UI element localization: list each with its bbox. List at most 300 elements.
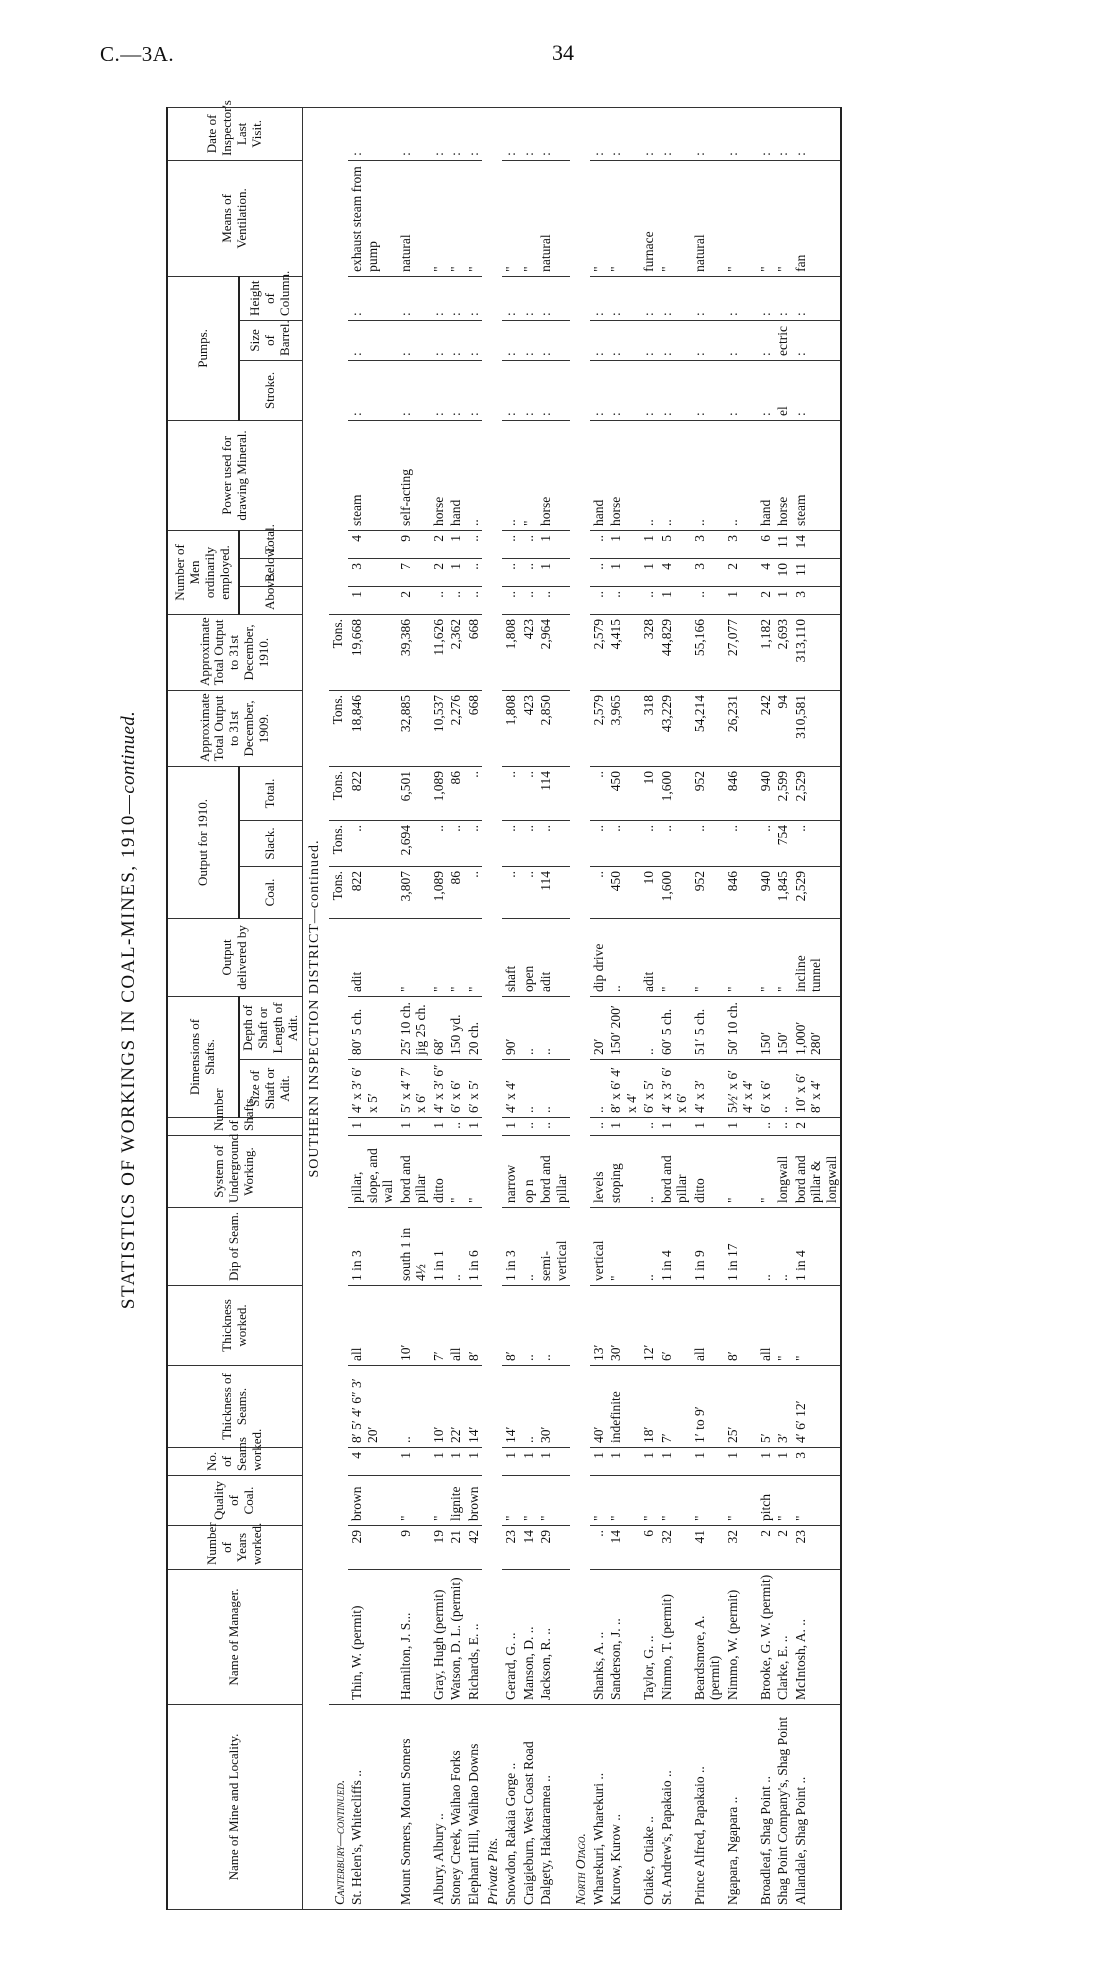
cell-below: 2 <box>724 558 757 586</box>
cell-worked: all <box>348 1286 397 1366</box>
cell-slack: 754 <box>774 820 792 866</box>
table-row <box>520 107 538 1909</box>
cell-below: 1 <box>537 558 570 586</box>
cell-quality: " <box>520 1476 538 1526</box>
table-title-text: STATISTICS OF WORKINGS IN COAL-MINES, 1910— <box>118 793 139 1310</box>
cell-size: .. <box>520 1060 538 1118</box>
cell-above: .. <box>502 586 520 614</box>
cell-vent: " <box>607 160 640 276</box>
cell-worked: 8′ <box>465 1286 483 1366</box>
cell-manager: Clarke, E. .. <box>774 1570 792 1705</box>
cell-vent: " <box>430 160 448 276</box>
cell-insp: : <box>397 107 430 160</box>
cell-manager: Gerard, G. .. <box>502 1570 520 1705</box>
cell-deliv: " <box>757 918 775 996</box>
cell-barrel: : <box>447 320 465 360</box>
cell-stroke: : <box>757 360 775 420</box>
cell-nsh: 1 <box>430 1118 448 1136</box>
cell-dip: south 1 in 4½ <box>397 1208 430 1286</box>
unit-tons-slack: Tons. <box>329 820 349 866</box>
cell-manager: Sanderson, J. .. <box>607 1570 640 1705</box>
cell-years: 9 <box>397 1526 430 1570</box>
col-column: Height of Column. <box>239 276 302 320</box>
cell-below: 3 <box>348 558 397 586</box>
cell-ap10: 2,693 <box>774 614 792 690</box>
cell-size: 4′ x 3′ <box>691 1060 724 1118</box>
cell-deliv: incline tunnel <box>792 918 842 996</box>
cell-seams: 1 <box>520 1448 538 1476</box>
cell-insp: : <box>774 107 792 160</box>
page-number: 34 <box>552 40 574 65</box>
cell-name: Shag Point Company's, Shag Point <box>774 1705 792 1910</box>
cell-coal: 1,600 <box>658 866 691 918</box>
cell-nsh: .. <box>520 1118 538 1136</box>
cell-system: longwall <box>774 1136 792 1208</box>
cell-stroke: : <box>520 360 538 420</box>
cell-seams: 1 <box>724 1448 757 1476</box>
cell-ap10: 11,626 <box>430 614 448 690</box>
cell-manager: Manson, D. .. <box>520 1570 538 1705</box>
section-canterbury: Canterbury—continued. <box>329 1705 349 1910</box>
cell-system: " <box>465 1136 483 1208</box>
col-pumps: Pumps. <box>167 276 239 420</box>
cell-dip: .. <box>640 1208 658 1286</box>
cell-seams: 1 <box>465 1448 483 1476</box>
cell-below: .. <box>590 558 608 586</box>
cell-seams: 1 <box>640 1448 658 1476</box>
cell-size: 6′ x 6′ <box>757 1060 775 1118</box>
cell-years: 29 <box>348 1526 397 1570</box>
col-dip: Dip of Seam. <box>167 1208 302 1286</box>
cell-vent: exhaust steam from pump <box>348 160 397 276</box>
cell-system: ditto <box>691 1136 724 1208</box>
cell-mtot: 9 <box>397 530 430 558</box>
cell-ap10: 328 <box>640 614 658 690</box>
cell-size: .. <box>774 1060 792 1118</box>
cell-deliv: adit <box>537 918 570 996</box>
cell-total: 952 <box>691 766 724 820</box>
cell-total: 114 <box>537 766 570 820</box>
cell-dip: 1 in 1 <box>430 1208 448 1286</box>
cell-dip: 1 in 4 <box>792 1208 842 1286</box>
cell-deliv: " <box>658 918 691 996</box>
cell-ap10: 27,077 <box>724 614 757 690</box>
col-approx-1910: Approximate Total Output to 31st December, 1910. <box>167 614 302 690</box>
cell-above: 2 <box>757 586 775 614</box>
cell-mtot: 14 <box>792 530 842 558</box>
cell-barrel: : <box>724 320 757 360</box>
cell-worked: 10′ <box>397 1286 430 1366</box>
cell-system: bord and pillar & longwall <box>792 1136 842 1208</box>
col-men-total: Total. <box>239 530 302 558</box>
cell-col: : <box>520 276 538 320</box>
cell-ap09: 310,581 <box>792 690 842 766</box>
cell-size: .. <box>590 1060 608 1118</box>
cell-above: .. <box>640 586 658 614</box>
cell-power: hand <box>590 420 608 530</box>
cell-insp: : <box>757 107 775 160</box>
cell-col: : <box>465 276 483 320</box>
cell-vent: natural <box>691 160 724 276</box>
cell-vent: " <box>757 160 775 276</box>
cell-col: : <box>537 276 570 320</box>
col-thick-seams: Thickness of Seams. <box>167 1366 302 1448</box>
cell-mtot: 4 <box>348 530 397 558</box>
col-system: System of Underground Working. <box>167 1136 302 1208</box>
cell-ap09: 26,231 <box>724 690 757 766</box>
cell-power: steam <box>792 420 842 530</box>
cell-manager: Brooke, G. W. (permit) <box>757 1570 775 1705</box>
col-dimensions: Dimensions of Shafts. <box>167 996 239 1117</box>
cell-slack: .. <box>465 820 483 866</box>
cell-insp: : <box>348 107 397 160</box>
cell-name: Wharekuri, Wharekuri .. <box>590 1705 608 1910</box>
cell-size: 4′ x 3′ 6′ x 5′ <box>348 1060 397 1118</box>
cell-below: 11 <box>792 558 842 586</box>
cell-thick: 18′ <box>640 1366 658 1448</box>
cell-power: steam <box>348 420 397 530</box>
cell-below: .. <box>502 558 520 586</box>
cell-deliv: " <box>774 918 792 996</box>
cell-thick: 40′ <box>590 1366 608 1448</box>
cell-ap09: 32,885 <box>397 690 430 766</box>
cell-thick: 1′ to 9′ <box>691 1366 724 1448</box>
cell-thick: .. <box>397 1366 430 1448</box>
cell-total: 6,501 <box>397 766 430 820</box>
cell-coal: .. <box>590 866 608 918</box>
col-name: Name of Mine and Locality. <box>167 1705 302 1910</box>
cell-years: 32 <box>658 1526 691 1570</box>
cell-quality: " <box>658 1476 691 1526</box>
cell-insp: : <box>607 107 640 160</box>
table-row <box>348 107 397 1909</box>
table-row <box>774 107 792 1909</box>
cell-ap10: 1,182 <box>757 614 775 690</box>
cell-dip: 1 in 6 <box>465 1208 483 1286</box>
cell-size: .. <box>537 1060 570 1118</box>
cell-thick: 7′ <box>658 1366 691 1448</box>
cell-above: 1 <box>658 586 691 614</box>
cell-worked: all <box>447 1286 465 1366</box>
cell-size: 6′ x 5′ <box>640 1060 658 1118</box>
cell-mtot: 6 <box>757 530 775 558</box>
cell-vent: " <box>465 160 483 276</box>
col-slack: Slack. <box>239 820 302 866</box>
cell-years: 23 <box>792 1526 842 1570</box>
section-north-otago: North Otago. <box>570 1705 590 1910</box>
cell-thick: 22′ <box>447 1366 465 1448</box>
cell-total: 450 <box>607 766 640 820</box>
cell-name: Dalgety, Hakataramea .. <box>537 1705 570 1910</box>
cell-stroke: : <box>537 360 570 420</box>
cell-dip: " <box>607 1208 640 1286</box>
cell-power: hand <box>447 420 465 530</box>
cell-size: 4′ x 3′ 6″ <box>430 1060 448 1118</box>
cell-vent: " <box>658 160 691 276</box>
cell-ap09: 10,537 <box>430 690 448 766</box>
header-reference: C.—3A. <box>100 42 175 66</box>
cell-seams: 1 <box>537 1448 570 1476</box>
cell-quality: " <box>537 1476 570 1526</box>
cell-above: .. <box>691 586 724 614</box>
cell-seams: 1 <box>590 1448 608 1476</box>
cell-ap10: 4,415 <box>607 614 640 690</box>
cell-barrel: : <box>430 320 448 360</box>
cell-ap09: 54,214 <box>691 690 724 766</box>
cell-above: .. <box>590 586 608 614</box>
cell-dip: vertical <box>590 1208 608 1286</box>
cell-depth: 25′ 10 ch. jig 25 ch. <box>397 996 430 1059</box>
unit-tons-1910: Tons. <box>329 614 349 690</box>
cell-system: op n <box>520 1136 538 1208</box>
cell-total: .. <box>520 766 538 820</box>
cell-deliv: " <box>430 918 448 996</box>
cell-depth: 60′ 5 ch. <box>658 996 691 1059</box>
cell-seams: 1 <box>430 1448 448 1476</box>
cell-depth: .. <box>520 996 538 1059</box>
col-above: Above. <box>239 586 302 614</box>
cell-slack: .. <box>520 820 538 866</box>
cell-dip: 1 in 9 <box>691 1208 724 1286</box>
cell-quality: pitch <box>757 1476 775 1526</box>
cell-name: St. Helen's, Whitecliffs .. <box>348 1705 397 1910</box>
cell-nsh: .. <box>537 1118 570 1136</box>
cell-coal: 86 <box>447 866 465 918</box>
cell-power: horse <box>774 420 792 530</box>
cell-dip: semi-vertical <box>537 1208 570 1286</box>
cell-system: " <box>757 1136 775 1208</box>
cell-thick: 5′ <box>757 1366 775 1448</box>
col-seams: No. of Seams worked. <box>167 1448 302 1476</box>
cell-above: .. <box>465 586 483 614</box>
cell-barrel: : <box>348 320 397 360</box>
cell-system: bord and pillar <box>537 1136 570 1208</box>
cell-quality: " <box>792 1476 842 1526</box>
cell-depth: 1,000′ 280′ <box>792 996 842 1059</box>
cell-thick: 25′ <box>724 1366 757 1448</box>
cell-nsh: 1 <box>465 1118 483 1136</box>
cell-below: 4 <box>658 558 691 586</box>
cell-slack: .. <box>537 820 570 866</box>
cell-below: .. <box>465 558 483 586</box>
col-num-shafts: Number of Shafts. <box>167 1118 302 1136</box>
cell-deliv: " <box>465 918 483 996</box>
cell-years: 6 <box>640 1526 658 1570</box>
table-row <box>658 107 691 1909</box>
cell-worked: .. <box>537 1286 570 1366</box>
cell-system: .. <box>640 1136 658 1208</box>
cell-insp: : <box>792 107 842 160</box>
cell-manager: Shanks, A. .. <box>590 1570 608 1705</box>
cell-years: 2 <box>757 1526 775 1570</box>
cell-power: .. <box>691 420 724 530</box>
cell-coal: 1,845 <box>774 866 792 918</box>
cell-name: Snowdon, Rakaia Gorge .. <box>502 1705 520 1910</box>
cell-depth: 51′ 5 ch. <box>691 996 724 1059</box>
cell-manager: Nimmo, T. (permit) <box>658 1570 691 1705</box>
cell-mtot: 2 <box>430 530 448 558</box>
cell-years: 14 <box>607 1526 640 1570</box>
cell-coal: 1,089 <box>430 866 448 918</box>
coal-mines-table <box>166 100 842 1910</box>
cell-coal: .. <box>502 866 520 918</box>
cell-name: Albury, Albury .. <box>430 1705 448 1910</box>
cell-dip: .. <box>757 1208 775 1286</box>
col-approx-1909: Approximate Total Output to 31st December, 1909. <box>167 690 302 766</box>
cell-years: 41 <box>691 1526 724 1570</box>
cell-ap09: 668 <box>465 690 483 766</box>
cell-system: bord and pillar <box>397 1136 430 1208</box>
cell-manager: Watson, D. L. (permit) <box>447 1570 465 1705</box>
cell-above: 2 <box>397 586 430 614</box>
cell-barrel: : <box>640 320 658 360</box>
cell-insp: : <box>520 107 538 160</box>
cell-manager: Hamilton, J. S... <box>397 1570 430 1705</box>
cell-depth: 150′ <box>757 996 775 1059</box>
cell-depth: 20 ch. <box>465 996 483 1059</box>
cell-mtot: .. <box>520 530 538 558</box>
cell-quality: " <box>590 1476 608 1526</box>
cell-stroke: : <box>792 360 842 420</box>
cell-insp: : <box>537 107 570 160</box>
col-barrel: Size of Barrel. <box>239 320 302 360</box>
cell-insp: : <box>724 107 757 160</box>
cell-barrel: ectric <box>774 320 792 360</box>
cell-years: .. <box>590 1526 608 1570</box>
cell-coal: 114 <box>537 866 570 918</box>
cell-name: Otiake, Otiake .. <box>640 1705 658 1910</box>
cell-depth: 68′ <box>430 996 448 1059</box>
cell-barrel: : <box>757 320 775 360</box>
cell-slack: .. <box>430 820 448 866</box>
cell-insp: : <box>447 107 465 160</box>
cell-nsh: .. <box>590 1118 608 1136</box>
cell-deliv: " <box>447 918 465 996</box>
table-row <box>397 107 430 1909</box>
col-inspector: Date of Inspector's Last Visit. <box>167 107 302 160</box>
cell-power: horse <box>537 420 570 530</box>
cell-below: 1 <box>607 558 640 586</box>
cell-name: Craigieburn, West Coast Road <box>520 1705 538 1910</box>
cell-worked: all <box>691 1286 724 1366</box>
cell-col: : <box>691 276 724 320</box>
cell-thick: .. <box>520 1366 538 1448</box>
cell-system: stoping <box>607 1136 640 1208</box>
cell-col: : <box>757 276 775 320</box>
cell-worked: " <box>774 1286 792 1366</box>
cell-thick: 14′ <box>465 1366 483 1448</box>
cell-above: .. <box>520 586 538 614</box>
cell-depth: 80′ 5 ch. <box>348 996 397 1059</box>
table-row <box>502 107 520 1909</box>
cell-slack: .. <box>691 820 724 866</box>
cell-thick: 14′ <box>502 1366 520 1448</box>
cell-total: 846 <box>724 766 757 820</box>
cell-ap09: 2,276 <box>447 690 465 766</box>
cell-ap09: 242 <box>757 690 775 766</box>
cell-nsh: 1 <box>691 1118 724 1136</box>
cell-manager: Thin, W. (permit) <box>348 1570 397 1705</box>
cell-insp: : <box>691 107 724 160</box>
cell-below: 1 <box>640 558 658 586</box>
cell-nsh: 1 <box>607 1118 640 1136</box>
cell-slack: .. <box>640 820 658 866</box>
table-title <box>118 110 152 1910</box>
unit-tons-total: Tons. <box>329 766 349 820</box>
table-row <box>590 107 608 1909</box>
cell-ap09: 2,850 <box>537 690 570 766</box>
cell-total: 2,599 <box>774 766 792 820</box>
cell-barrel: : <box>792 320 842 360</box>
cell-ap09: 2,579 <box>590 690 608 766</box>
cell-quality: " <box>430 1476 448 1526</box>
table-row <box>447 107 465 1909</box>
cell-vent: furnace <box>640 160 658 276</box>
cell-years: 23 <box>502 1526 520 1570</box>
cell-ap10: 39,386 <box>397 614 430 690</box>
cell-barrel: : <box>502 320 520 360</box>
cell-col: : <box>724 276 757 320</box>
cell-total: .. <box>502 766 520 820</box>
cell-vent: " <box>502 160 520 276</box>
cell-total: .. <box>465 766 483 820</box>
cell-manager: Jackson, R. .. <box>537 1570 570 1705</box>
cell-seams: 1 <box>447 1448 465 1476</box>
rotated-table-stage <box>118 100 998 1910</box>
cell-power: .. <box>465 420 483 530</box>
table-body <box>302 107 841 1909</box>
cell-ap10: 423 <box>520 614 538 690</box>
cell-depth: 50′ 10 ch. <box>724 996 757 1059</box>
cell-col: : <box>640 276 658 320</box>
cell-coal: .. <box>520 866 538 918</box>
cell-col: : <box>792 276 842 320</box>
cell-ap10: 668 <box>465 614 483 690</box>
cell-ap10: 2,579 <box>590 614 608 690</box>
cell-slack: .. <box>792 820 842 866</box>
cell-above: .. <box>537 586 570 614</box>
cell-vent: " <box>447 160 465 276</box>
cell-stroke: : <box>397 360 430 420</box>
cell-barrel: : <box>607 320 640 360</box>
cell-deliv: " <box>691 918 724 996</box>
col-total: Total. <box>239 766 302 820</box>
cell-seams: 3 <box>792 1448 842 1476</box>
cell-name: Kurow, Kurow .. <box>607 1705 640 1910</box>
cell-size: 8′ x 6′ 4′ x 4′ <box>607 1060 640 1118</box>
cell-ap09: 318 <box>640 690 658 766</box>
cell-dip: 1 in 4 <box>658 1208 691 1286</box>
cell-stroke: : <box>590 360 608 420</box>
cell-system: bord and pillar <box>658 1136 691 1208</box>
cell-depth: 20′ <box>590 996 608 1059</box>
cell-total: 2,529 <box>792 766 842 820</box>
cell-barrel: : <box>691 320 724 360</box>
cell-stroke: : <box>691 360 724 420</box>
cell-name: Broadleaf, Shag Point .. <box>757 1705 775 1910</box>
cell-coal: 822 <box>348 866 397 918</box>
cell-mtot: 3 <box>691 530 724 558</box>
col-depth-shaft: Depth of Shaft or Length of Adit. <box>239 996 302 1059</box>
cell-name: Ngapara, Ngapara .. <box>724 1705 757 1910</box>
cell-nsh: 1 <box>724 1118 757 1136</box>
cell-depth: 90′ <box>502 996 520 1059</box>
cell-vent: " <box>520 160 538 276</box>
cell-coal: 952 <box>691 866 724 918</box>
cell-above: .. <box>447 586 465 614</box>
cell-total: 940 <box>757 766 775 820</box>
cell-quality: " <box>640 1476 658 1526</box>
